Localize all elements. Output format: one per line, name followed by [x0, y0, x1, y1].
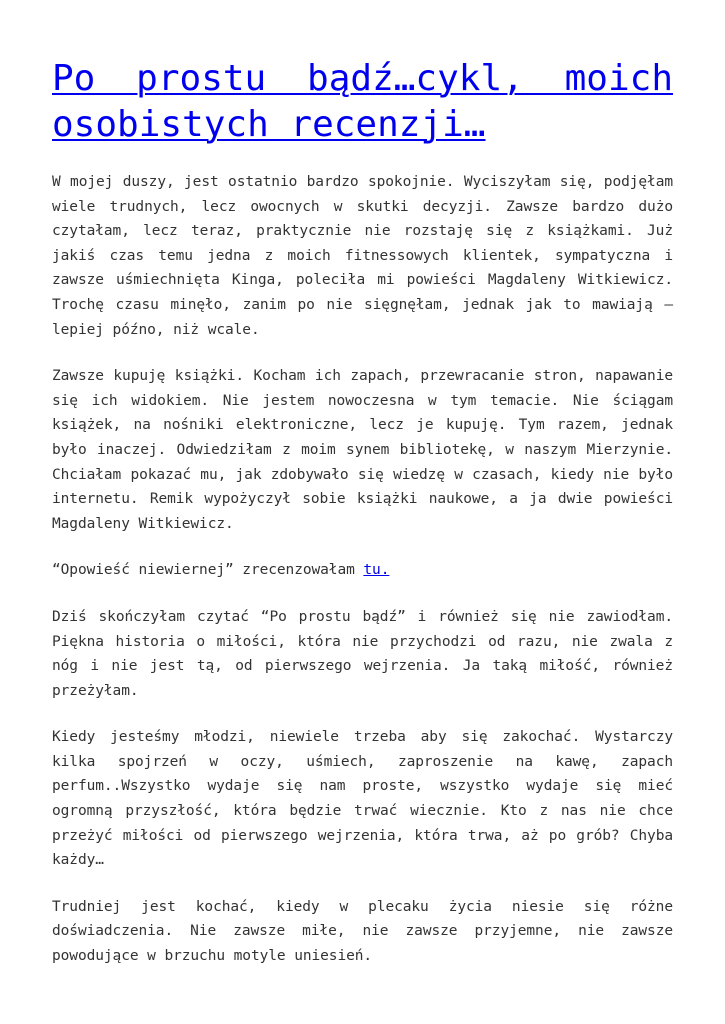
review-line [52, 558, 673, 583]
post-title-link[interactable]: Po prostu bądź…cykl, moich osobistych recenzji… [52, 58, 673, 145]
review-link[interactable]: tu. [363, 562, 390, 579]
paragraph-2: Zawsze kupuję książki. Kocham ich zapach, przewracanie stron, napawanie się ich widokiem. Nie jestem nowoczesna w tym temacie. Nie ściągam książek, na nośniki elektroniczne, lecz je kupuję. Tym razem, jednak było inaczej. Odwiedziłam z moim synem bibliotekę, w naszym Mierzynie. Chciałam pokazać mu, jak zdobywało się wiedzę w czasach, kiedy nie było internetu. Remik wypożyczył sobie książki naukowe, a ja dwie powieści Magdaleny Witkiewicz. [52, 368, 673, 532]
blog-post [52, 56, 673, 991]
paragraph-4: Kiedy jesteśmy młodzi, niewiele trzeba aby się zakochać. Wystarczy kilka spojrzeń w oczy, uśmiech, zaproszenie na kawę, zapach perfum..Wszystko wydaje się nam proste, wszystko wydaje się mieć ogromną przyszłość, która będzie trwać wiecznie. Kto z nas nie chce przeżyć miłości od pierwszego wejrzenia, która trwa, aż po grób? Chyba każdy… [52, 729, 673, 869]
paragraph-3: Dziś skończyłam czytać “Po prostu bądź” i również się nie zawiodłam. Piękna historia o miłości, która nie przychodzi od razu, nie zwala z nóg i nie jest tą, od pierwszego wejrzenia. Ja taką miłość, również przeżyłam. [52, 608, 673, 699]
paragraph-5: Trudniej jest kochać, kiedy w plecaku życia niesie się różne doświadczenia. Nie zawsze miłe, nie zawsze przyjemne, nie zawsze powodujące w brzuchu motyle uniesień. [52, 898, 673, 965]
review-line-text: “Opowieść niewiernej” zrecenzowałam [52, 562, 364, 579]
paragraph-1: W mojej duszy, jest ostatnio bardzo spokojnie. Wyciszyłam się, podjęłam wiele trudnych, lecz owocnych w skutki decyzji. Zawsze bardzo dużo czytałam, lecz teraz, praktycznie nie rozstaję się z książkami. Już jakiś czas temu jedna z moich fitnessowych klientek, sympatyczna i zawsze uśmiechnięta Kinga, poleciła mi powieści Magdaleny Witkiewicz. Trochę czasu minęło, zanim po nie sięgnęłam, jednak jak to mawiają – lepiej późno, niż wcale. [52, 174, 673, 338]
post-title [52, 56, 673, 148]
